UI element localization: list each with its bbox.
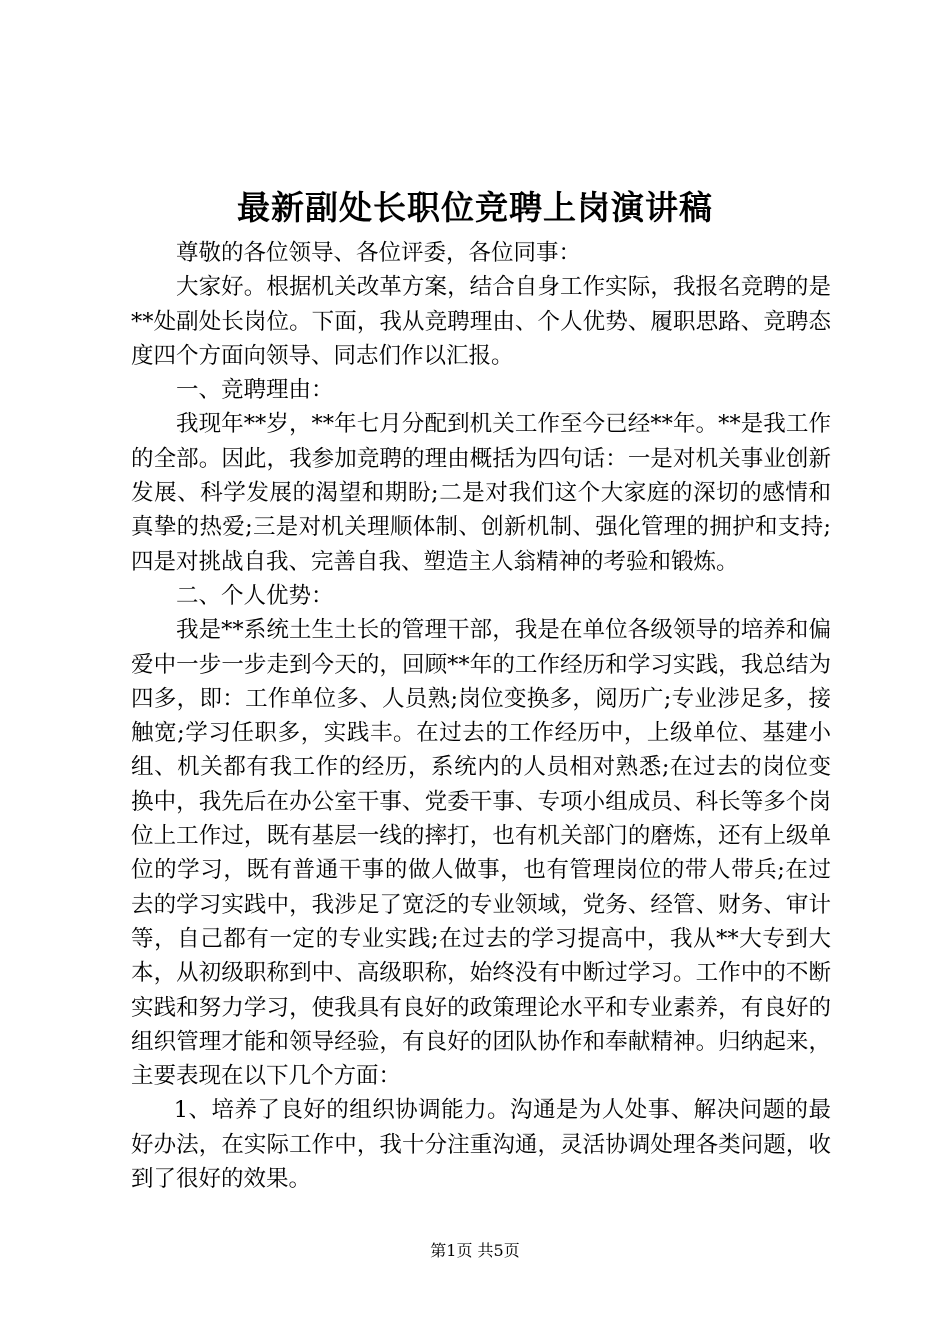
page-number-footer: 第1页 共5页 <box>430 1241 520 1260</box>
document-body <box>131 236 831 1196</box>
advantages-paragraph: 我是**系统土生土长的管理干部，我是在单位各级领导的培养和偏爱中一步一步走到今天的，回顾**年的工作经历和学习实践，我总结为四多，即：工作单位多、人员熟;岗位变换多，阅历广;专业涉足多，接触宽;学习任职多，实践丰。在过去的工作经历中，上级单位、基建小组、机关都有我工作的经历，系统内的人员相对熟悉;在过去的岗位变换中，我先后在办公室干事、党委干事、专项小组成员、科长等多个岗位上工作过，既有基层一线的摔打，也有机关部门的磨炼，还有上级单位的学习，既有普通干事的做人做事，也有管理岗位的带人带兵;在过去的学习实践中，我涉足了宽泛的专业领域，党务、经管、财务、审计等，自己都有一定的专业实践;在过去的学习提高中，我从**大专到大本，从初级职称到中、高级职称，始终没有中断过学习。工作中的不断实践和努力学习，使我具有良好的政策理论水平和专业素养，有良好的组织管理才能和领导经验，有良好的团队协作和奉献精神。归纳起来，主要表现在以下几个方面： <box>131 617 831 1090</box>
advantage-item-1: 1、培养了良好的组织协调能力。沟通是为人处事、解决问题的最好办法，在实际工作中，我十分注重沟通，灵活协调处理各类问题，收到了很好的效果。 <box>131 1097 831 1193</box>
salutation-paragraph: 尊敬的各位领导、各位评委，各位同事： <box>176 240 582 266</box>
reasons-paragraph: 我现年**岁，**年七月分配到机关工作至今已经**年。**是我工作的全部。因此，我参加竞聘的理由概括为四句话：一是对机关事业创新发展、科学发展的渴望和期盼;二是对我们这个大家庭的深切的感情和真挚的热爱;三是对机关理顺体制、创新机制、强化管理的拥护和支持;四是对挑战自我、完善自我、塑造主人翁精神的考验和锻炼。 <box>131 411 831 575</box>
intro-paragraph: 大家好。根据机关改革方案，结合自身工作实际，我报名竞聘的是**处副处长岗位。下面，我从竞聘理由、个人优势、履职思路、竞聘态度四个方面向领导、同志们作以汇报。 <box>131 274 831 369</box>
section-heading-advantages: 二、个人优势： <box>176 582 334 609</box>
document-title: 最新副处长职位竞聘上岗演讲稿 <box>237 188 713 227</box>
section-heading-reasons: 一、竞聘理由： <box>176 377 334 404</box>
